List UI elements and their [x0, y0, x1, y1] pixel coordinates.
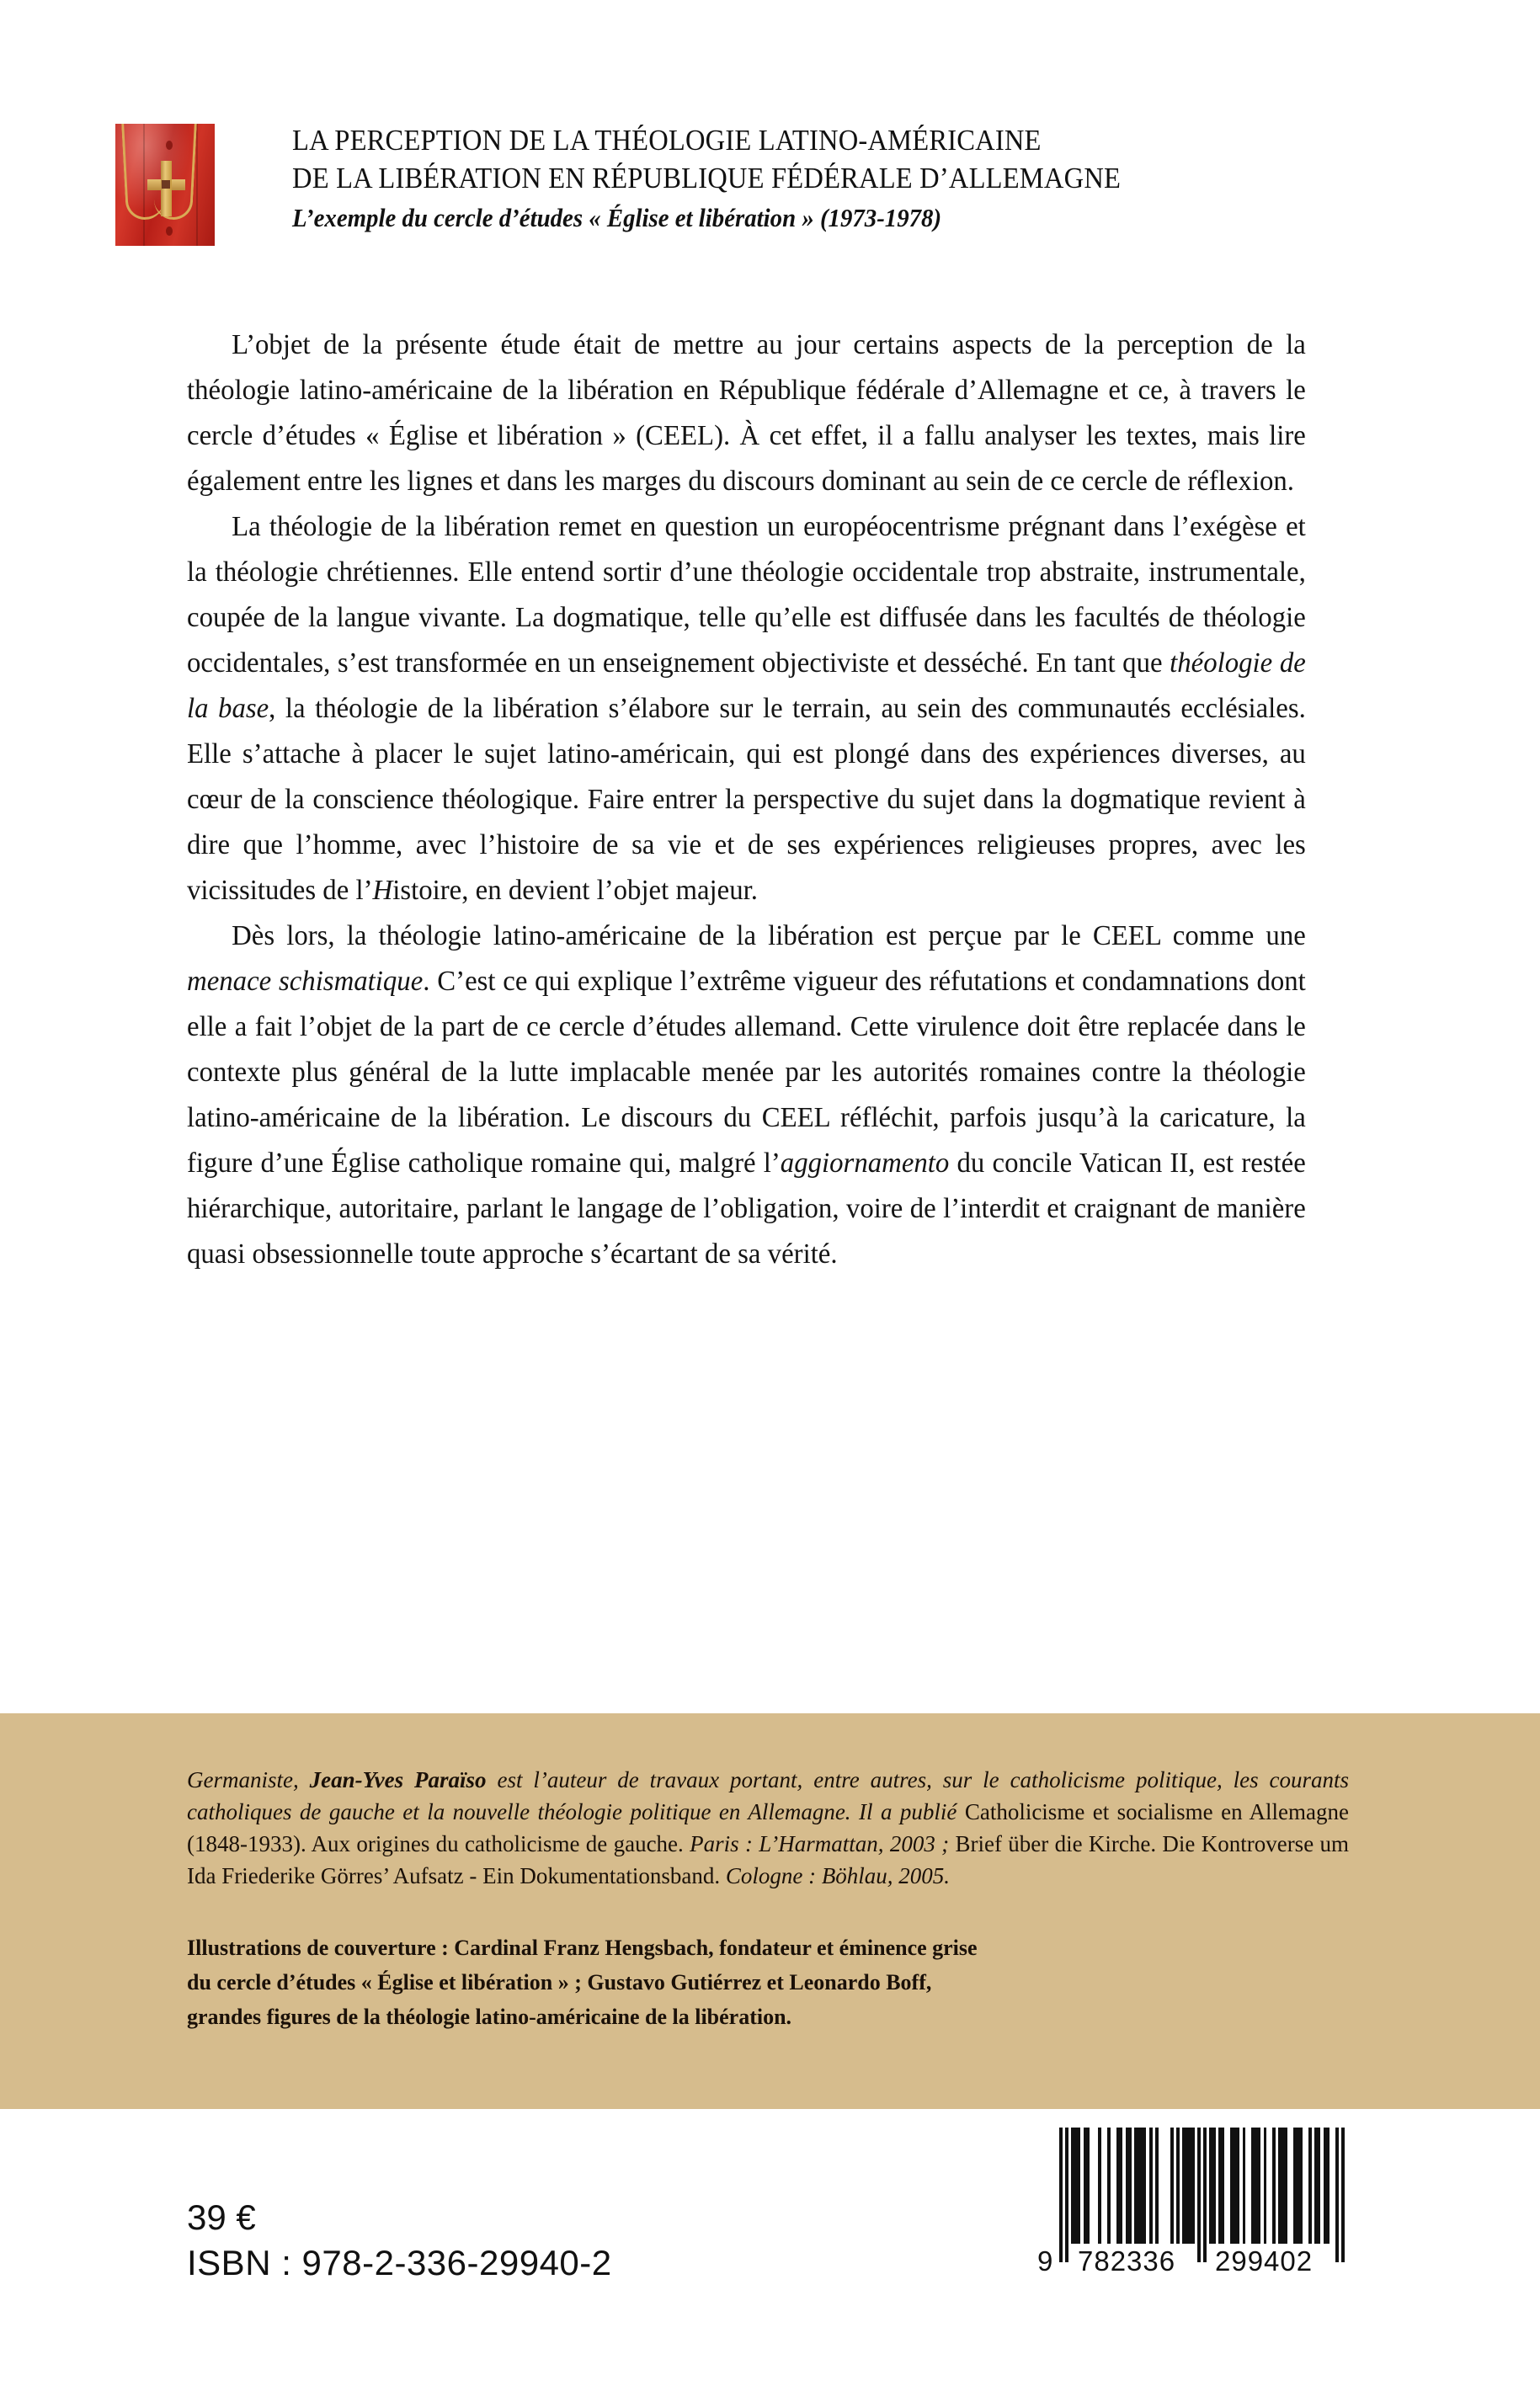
author-info-panel: [0, 1713, 1540, 2109]
blurb-p2-text-c: istoire, en devient l’objet majeur.: [392, 875, 758, 906]
price-label: 39 €: [187, 2197, 256, 2237]
pectoral-cross-gem: [162, 180, 170, 189]
credits-line-2: du cercle d’études « Église et libération » ; Gustavo Gutiérrez et Leonardo Boff,: [187, 1970, 932, 1995]
book-subtitle: L’exemple du cercle d’études « Église et libération » (1973-1978): [292, 203, 942, 232]
blurb-p3-emphasis-aggiornamento: aggiornamento: [780, 1148, 950, 1179]
barcode-right-digits: 299402: [1215, 2245, 1314, 2277]
cover-thumbnail-image: [115, 124, 215, 246]
back-cover-blurb: [187, 322, 1346, 1277]
isbn-label: ISBN : 978-2-336-29940-2: [187, 2243, 612, 2282]
blurb-p3-emphasis-menace-schismatique: menace schismatique: [187, 966, 424, 997]
cassock-button-bottom: [166, 226, 173, 236]
bio-publication-2-imprint: Cologne : Böhlau, 2005.: [725, 1863, 951, 1888]
blurb-p3-text-c: du concile Vatican II, est restée hiérarchique, autoritaire, parlant le langage de l’obligation, voire de l’interdit et craignant de manière quasi obsessionnelle toute approche s’écartant de sa vérité.: [187, 1148, 1306, 1270]
barcode-digits: [1037, 2245, 1345, 2279]
blurb-p3-text-b: . C’est ce qui explique l’extrême vigueur des réfutations et condamnations dont elle a fait l’objet de la part de ce cercle d’études allemand. Cette virulence doit être replacée dans le contexte plus général de la lutte implacable menée par les autorités romaines contre la théologie latino-américaine de la libération. Le discours du CEEL réfléchit, parfois jusqu’à la caricature, la figure d’une Église catholique romaine qui, malgré l’: [187, 966, 1306, 1179]
pectoral-cross-vertical: [161, 161, 172, 216]
blurb-paragraph-2: [187, 504, 1306, 913]
robe-fold-right: [196, 124, 198, 246]
bio-text-a: Germaniste,: [187, 1767, 310, 1792]
author-biography: [187, 1764, 1349, 1892]
cover-illustration-credits: [187, 1931, 1349, 2034]
book-title-line-1: LA PERCEPTION DE LA THÉOLOGIE LATINO-AMÉRICAINE: [292, 124, 1042, 157]
blurb-p3-text-a: Dès lors, la théologie latino-américaine de la libération est perçue par le CEEL comme une: [232, 920, 1306, 951]
blurb-p2-emphasis-theologie-de-la-base: théologie de la base: [187, 647, 1306, 724]
bio-publication-1-imprint: Paris : L’Harmattan, 2003 ;: [690, 1831, 956, 1856]
barcode-lead-digit: 9: [1037, 2245, 1054, 2277]
credits-line-3: grandes figures de la théologie latino-américaine de la libération.: [187, 2005, 792, 2029]
title-block: [292, 121, 1404, 235]
barcode-bars: [1059, 2128, 1345, 2262]
book-title-line-2: DE LA LIBÉRATION EN RÉPUBLIQUE FÉDÉRALE D’ALLEMAGNE: [292, 162, 1122, 194]
author-name: Jean-Yves Paraïso: [309, 1767, 487, 1792]
bio-publication-1-title: Catholicisme et socialisme en Allemagne (1848-1933). Aux origines du catholicisme de gauche.: [187, 1799, 1349, 1856]
blurb-p1-text: L’objet de la présente étude était de mettre au jour certains aspects de la perception de la théologie latino-américaine de la libération en République fédérale d’Allemagne et ce, à travers le cercle d’études « Église et libération » (CEEL). À cet effet, il a fallu analyser les textes, mais lire également entre les lignes et dans les marges du discours dominant au sein de ce cercle de réflexion.: [187, 329, 1306, 497]
blurb-p2-text-b: , la théologie de la libération s’élabore sur le terrain, au sein des communautés ecclésiales. Elle s’attache à placer le sujet latino-américain, qui est plongé dans des expériences diverses, au cœur de la conscience théologique. Faire entrer la perspective du sujet dans la dogmatique revient à dire que l’homme, avec l’histoire de sa vie et de ses expériences religieuses propres, avec les vicissitudes de l’: [187, 693, 1306, 906]
blurb-paragraph-3: [187, 913, 1306, 1277]
blurb-p2-text-a: La théologie de la libération remet en question un européocentrisme prégnant dans l’exégèse et la théologie chrétiennes. Elle entend sortir d’une théologie occidentale trop abstraite, instrumentale, coupée de la langue vivante. La dogmatique, telle qu’elle est diffusée dans les facultés de théologie occidentales, s’est transformée en un enseignement objectiviste et desséché. En tant que: [187, 511, 1306, 679]
bio-text-b: est l’auteur de travaux portant, entre autres, sur le catholicisme politique, les courants catholiques de gauche et la nouvelle théologie politique en Allemagne. Il a publié: [187, 1767, 1350, 1824]
gold-chain-right: [153, 124, 197, 221]
ean13-barcode: [1037, 2128, 1345, 2279]
barcode-left-digits: 782336: [1078, 2245, 1176, 2277]
credits-line-1: Illustrations de couverture : Cardinal Franz Hengsbach, fondateur et éminence grise: [187, 1936, 978, 1960]
header: [115, 121, 1404, 256]
blurb-paragraph-1: [187, 322, 1306, 504]
bio-publication-2-title: Brief über die Kirche. Die Kontroverse um Ida Friederike Görres’ Aufsatz - Ein Dokumentationsband.: [187, 1831, 1350, 1888]
blurb-p2-emphasis-histoire: H: [372, 875, 393, 906]
